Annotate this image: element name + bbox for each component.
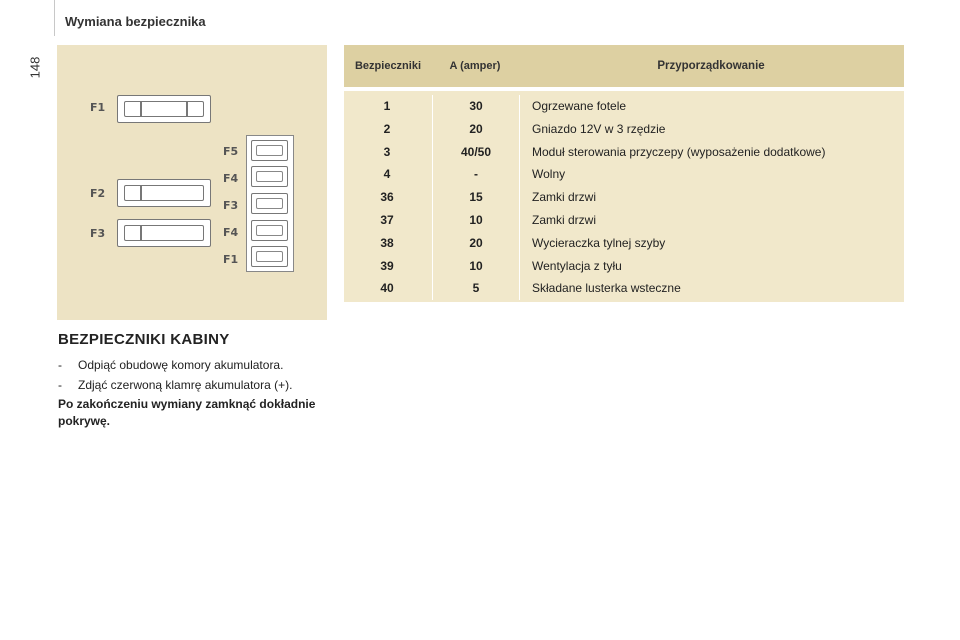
small-fuse-f4a <box>251 166 288 187</box>
fuse-number: 36 <box>380 190 394 205</box>
assignment-column <box>520 95 904 300</box>
fuse-number: 2 <box>383 121 391 136</box>
step-text: Odpiąć obudowę komory akumulatora. <box>78 358 284 372</box>
header-amps: A (amper) <box>449 60 501 72</box>
fuse-amperage: - <box>474 167 478 182</box>
fuse-label-f1: F1 <box>90 101 106 114</box>
fuse-amperage: 15 <box>469 190 483 205</box>
fuse-table-header <box>344 45 904 87</box>
fuse-assignment: Ogrzewane fotele <box>532 99 627 113</box>
section-title: BEZPIECZNIKI KABINY <box>58 331 230 348</box>
small-fuse-label-f1: F1 <box>223 253 239 266</box>
fuse-assignment: Składane lusterka wsteczne <box>532 281 681 296</box>
fuse-number: 40 <box>380 281 394 296</box>
small-fuse-label-f3: F3 <box>223 199 239 212</box>
fuse-amperage: 20 <box>469 235 483 250</box>
fuse-assignment: Wycieraczka tylnej szyby <box>532 235 666 250</box>
small-fuse-f1 <box>251 246 288 267</box>
amperage-column <box>432 95 520 300</box>
fuse-label-f2: F2 <box>90 187 106 200</box>
small-fuse-f5 <box>251 140 288 161</box>
step-text: Zdjąć czerwoną klamrę akumulatora (+). <box>78 378 293 392</box>
header-assignment: Przyporządkowanie <box>657 60 765 72</box>
small-fuse-f4b <box>251 220 288 241</box>
small-fuse-f3 <box>251 193 288 214</box>
header-fuses: Bezpieczniki <box>354 60 422 72</box>
page-header-title: Wymiana bezpiecznika <box>65 14 206 29</box>
fuse-number: 3 <box>383 144 391 159</box>
fuse-amperage: 10 <box>469 212 483 227</box>
fuse-assignment: Wentylacja z tyłu <box>532 258 622 273</box>
step-dash: - <box>58 378 62 392</box>
fuse-amperage: 30 <box>469 99 483 113</box>
fuse-f3 <box>117 219 211 247</box>
fuse-table <box>344 45 904 302</box>
step-item <box>58 358 283 372</box>
fuse-number-column <box>344 95 430 300</box>
fuse-f2 <box>117 179 211 207</box>
fuse-number: 38 <box>380 235 394 250</box>
page-number: 148 <box>27 56 43 79</box>
fuse-assignment: Zamki drzwi <box>532 212 597 227</box>
step-dash: - <box>58 358 62 372</box>
step-item <box>58 378 292 392</box>
fuse-assignment: Wolny <box>532 167 566 182</box>
fuse-assignment: Moduł sterowania przyczepy (wyposażenie dodatkowe) <box>532 144 826 159</box>
fuse-amperage: 10 <box>469 258 483 273</box>
side-rule <box>54 0 55 36</box>
fuse-number: 1 <box>383 99 391 113</box>
fuse-number: 37 <box>380 212 394 227</box>
small-fuse-label-f5: F5 <box>223 145 239 158</box>
fuse-amperage: 40/50 <box>460 144 492 159</box>
fuse-f1 <box>117 95 211 123</box>
fuse-table-body <box>344 91 904 302</box>
small-fuse-block <box>246 135 294 272</box>
fuse-number: 4 <box>383 167 391 182</box>
small-fuse-label-f4b: F4 <box>223 226 239 239</box>
closing-note: Po zakończeniu wymiany zamknąć dokładnie pokrywę. <box>58 397 316 428</box>
fuse-assignment: Gniazdo 12V w 3 rzędzie <box>532 121 666 136</box>
fuse-amperage: 20 <box>469 121 483 136</box>
fuse-label-f3: F3 <box>90 227 106 240</box>
fuse-number: 39 <box>380 258 394 273</box>
fuse-assignment: Zamki drzwi <box>532 190 597 205</box>
fuse-amperage: 5 <box>472 281 480 296</box>
small-fuse-label-f4a: F4 <box>223 172 239 185</box>
fuse-box-diagram <box>57 45 327 320</box>
